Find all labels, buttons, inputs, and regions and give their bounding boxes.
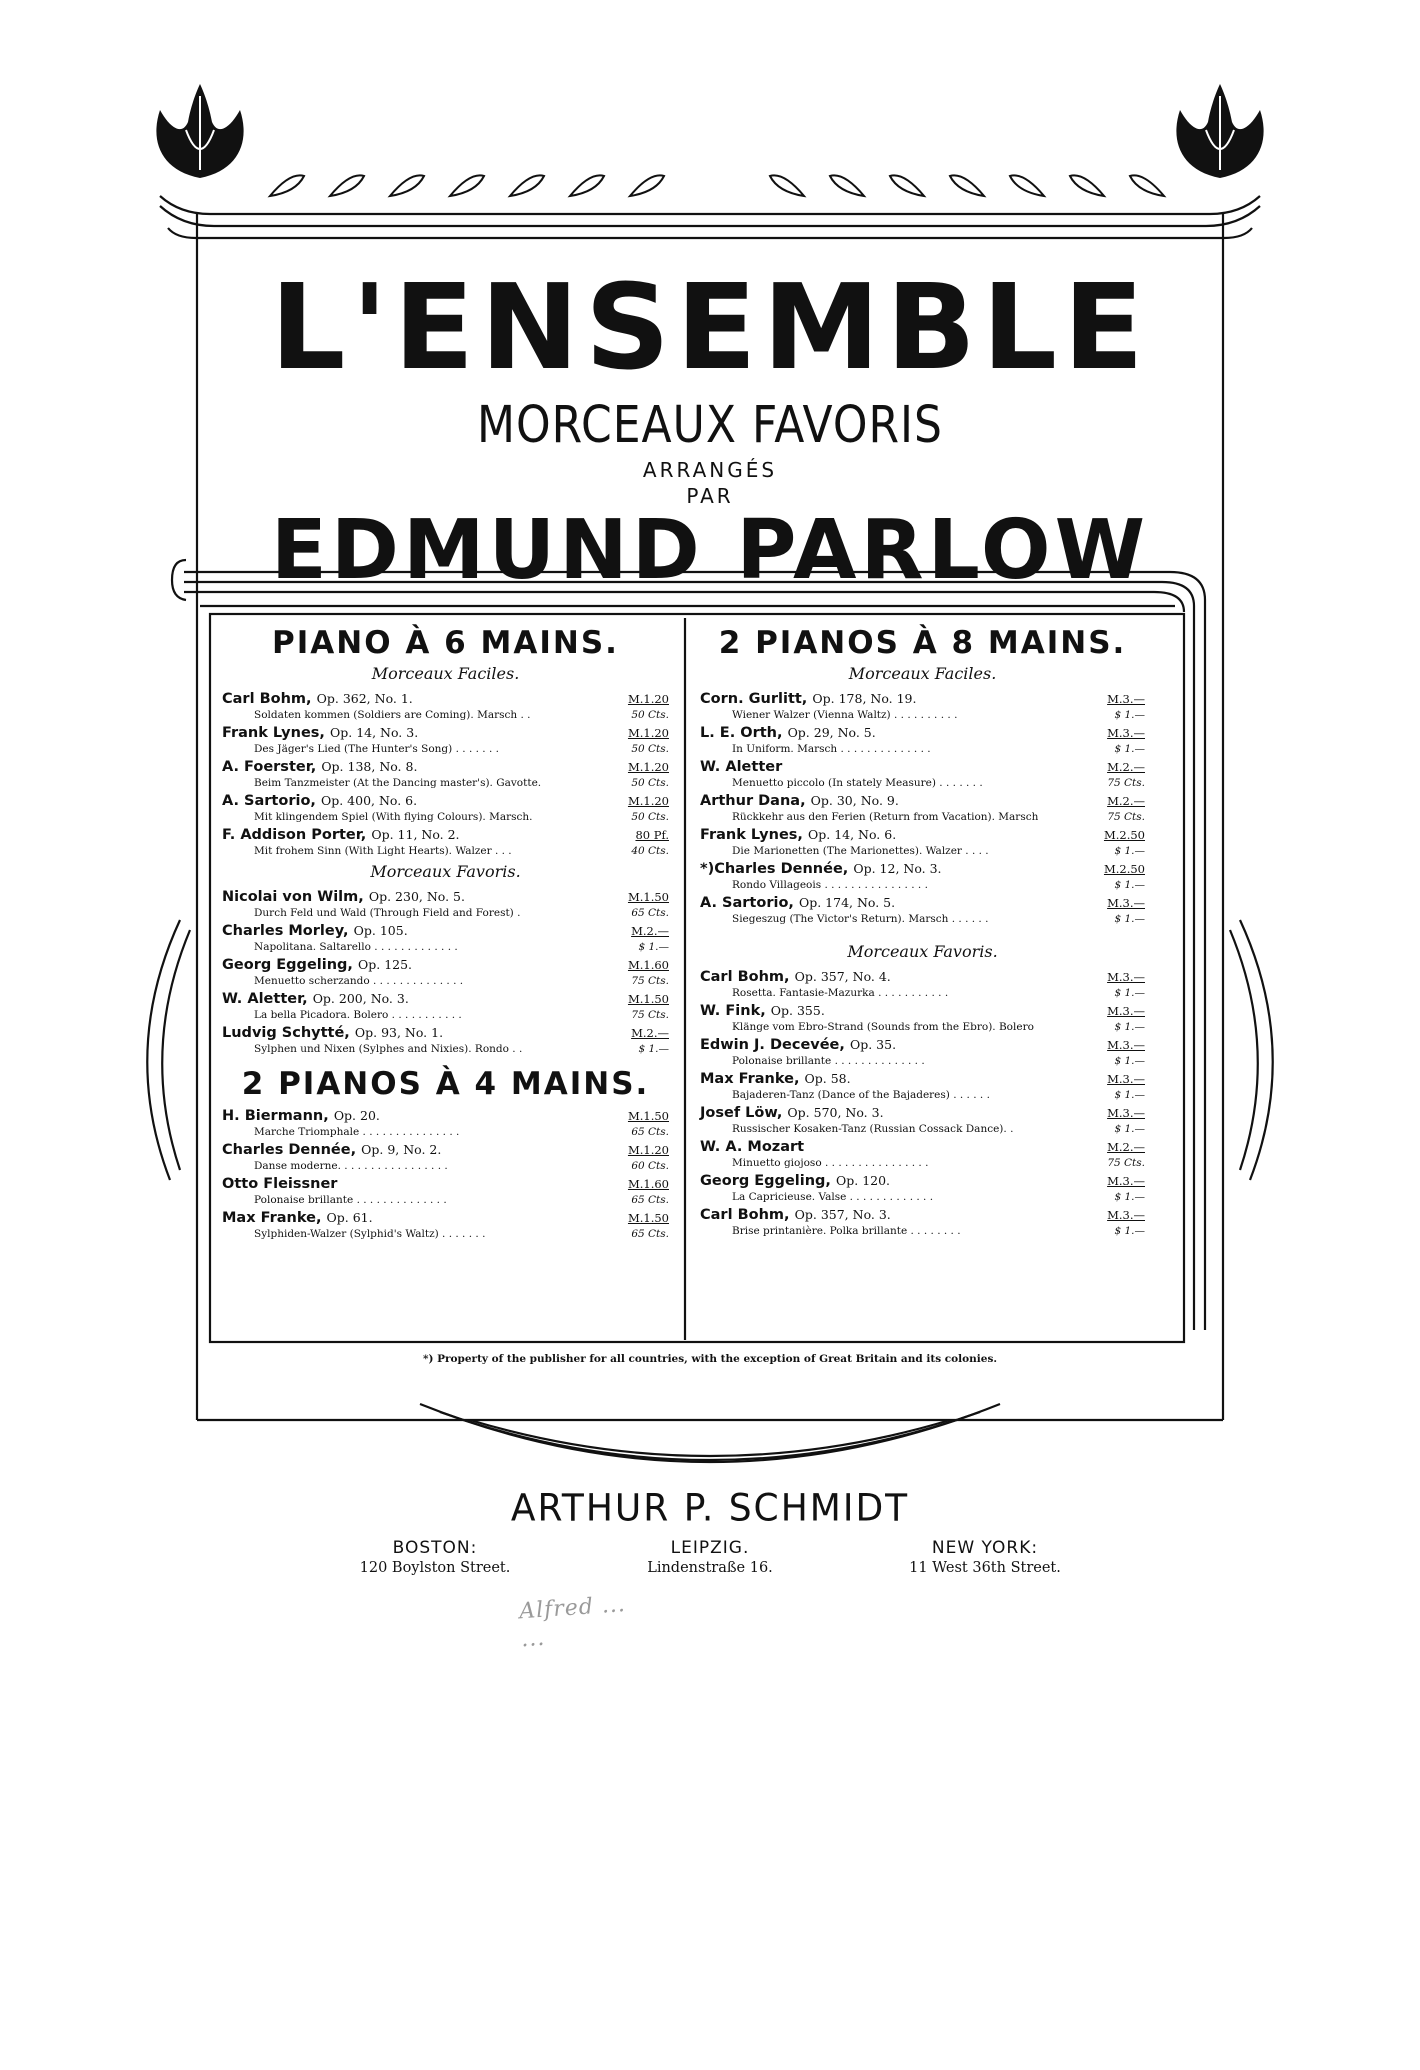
entry-line — [700, 893, 1145, 912]
price-marks: M.1.50 — [627, 890, 669, 904]
stamp-line: ... — [520, 1625, 547, 1653]
price-marks: M.2.— — [1107, 794, 1145, 808]
price-dollars: 50 Cts. — [631, 811, 669, 823]
composer-name: Frank Lynes, — [222, 725, 325, 741]
composer-line — [700, 1035, 896, 1055]
catalog-entry — [222, 989, 669, 1023]
piece-description: Wiener Walzer (Vienna Waltz) . . . . . . . . . . — [732, 709, 958, 721]
city-new-york: NEW YORK: — [931, 1538, 1039, 1558]
composer-name: Carl Bohm, — [700, 969, 790, 985]
composer-name: Max Franke, — [222, 1210, 322, 1226]
composer-line — [222, 689, 413, 709]
opus-number: Op. 61. — [326, 1210, 373, 1225]
entry-line — [222, 757, 669, 776]
city-leipzig: LEIPZIG. — [670, 1538, 750, 1558]
catalog-entry — [222, 757, 669, 791]
price-dollars: $ 1.— — [638, 941, 669, 953]
price-dollars: $ 1.— — [1114, 845, 1145, 857]
price-marks: M.1.50 — [627, 1109, 669, 1123]
entry-line — [700, 1171, 1145, 1190]
opus-number: Op. 230, No. 5. — [368, 889, 465, 904]
entry-line — [700, 844, 1145, 859]
entry-line — [222, 776, 669, 791]
group — [222, 1106, 669, 1242]
by-label: PAR — [686, 484, 734, 508]
group — [222, 863, 669, 1057]
piece-description: Des Jäger's Lied (The Hunter's Song) . . . . . . . — [254, 743, 499, 755]
price-marks: M.1.60 — [627, 958, 669, 972]
composer-line — [700, 1103, 884, 1123]
price-marks: M.3.— — [1107, 1038, 1145, 1052]
entry-line — [222, 921, 669, 940]
composer-line — [700, 1205, 891, 1225]
entry-line — [222, 1193, 669, 1208]
publisher-name: ARTHUR P. SCHMIDT — [510, 1486, 910, 1531]
opus-number: Op. 125. — [358, 957, 413, 972]
composer-line — [222, 1023, 443, 1043]
piece-description: Siegeszug (The Victor's Return). Marsch . . . . . . — [732, 913, 989, 925]
arranged-label: ARRANGÉS — [642, 458, 778, 482]
piece-description: Mit klingendem Spiel (With flying Colours). Marsch. — [254, 811, 533, 823]
price-dollars: $ 1.— — [1114, 987, 1145, 999]
opus-number: Op. 12, No. 3. — [853, 861, 942, 876]
catalog-entry — [700, 967, 1145, 1001]
entry-line — [222, 955, 669, 974]
entry-line — [700, 1137, 1145, 1156]
price-dollars: $ 1.— — [1114, 1021, 1145, 1033]
price-dollars: 75 Cts. — [631, 975, 669, 987]
entry-line — [700, 708, 1145, 723]
opus-number: Op. 200, No. 3. — [312, 991, 409, 1006]
entry-line — [700, 986, 1145, 1001]
price-dollars: $ 1.— — [1114, 1191, 1145, 1203]
entry-line — [222, 1159, 669, 1174]
composer-name: Nicolai von Wilm, — [222, 889, 364, 905]
composer-name: Frank Lynes, — [700, 827, 803, 843]
piece-description: Polonaise brillante . . . . . . . . . . . . . . — [732, 1055, 925, 1067]
catalog-entry — [700, 1001, 1145, 1035]
composer-line — [700, 1137, 804, 1157]
entry-line — [700, 1020, 1145, 1035]
piece-description: Brise printanière. Polka brillante . . . . . . . . — [732, 1225, 961, 1237]
composer-line — [222, 955, 412, 975]
composer-line — [222, 1208, 373, 1228]
composer-line — [700, 1171, 890, 1191]
composer-name: Georg Eggeling, — [222, 957, 353, 973]
piece-description: Soldaten kommen (Soldiers are Coming). Marsch . . — [254, 709, 531, 721]
entry-line — [222, 974, 669, 989]
composer-name: W. Fink, — [700, 1003, 766, 1019]
section-title: PIANO À 6 MAINS. — [272, 625, 619, 661]
catalog-entry — [700, 893, 1145, 927]
composer-name: L. E. Orth, — [700, 725, 783, 741]
piece-description: Bajaderen-Tanz (Dance of the Bajaderes) . . . . . . — [732, 1089, 990, 1101]
address-boston: 120 Boylston Street. — [359, 1560, 511, 1576]
composer-line — [700, 757, 782, 777]
entry-line — [700, 1054, 1145, 1069]
entry-line — [222, 887, 669, 906]
entry-line — [222, 1125, 669, 1140]
entry-line — [700, 1001, 1145, 1020]
catalog-entry — [700, 1069, 1145, 1103]
entry-line — [700, 776, 1145, 791]
group-heading: Morceaux Faciles. — [371, 664, 520, 683]
opus-number: Op. 362, No. 1. — [316, 691, 413, 706]
title: L'ENSEMBLE — [270, 258, 1150, 396]
price-dollars: $ 1.— — [1114, 743, 1145, 755]
opus-number: Op. 357, No. 3. — [794, 1207, 891, 1222]
opus-number: Op. 357, No. 4. — [794, 969, 891, 984]
composer-name: W. Aletter, — [222, 991, 308, 1007]
entry-line — [222, 906, 669, 921]
catalog-entry — [700, 723, 1145, 757]
price-marks: M.1.20 — [627, 692, 669, 706]
composer-name: Ludvig Schytté, — [222, 1025, 350, 1041]
catalog-entry — [700, 1171, 1145, 1205]
catalog-entry — [700, 757, 1145, 791]
price-dollars: 75 Cts. — [1107, 811, 1145, 823]
entry-line — [700, 1190, 1145, 1205]
piece-description: Durch Feld und Wald (Through Field and Forest) . — [254, 907, 521, 919]
price-marks: 80 Pf. — [635, 828, 669, 842]
opus-number: Op. 29, No. 5. — [787, 725, 876, 740]
composer-name: W. A. Mozart — [700, 1139, 805, 1155]
entry-line — [222, 1023, 669, 1042]
price-dollars: 65 Cts. — [631, 1228, 669, 1240]
entry-line — [700, 1035, 1145, 1054]
entry-line — [700, 878, 1145, 893]
price-marks: M.1.20 — [627, 760, 669, 774]
catalog-entry — [700, 1103, 1145, 1137]
entry-line — [700, 825, 1145, 844]
composer-line — [700, 825, 896, 845]
price-dollars: $ 1.— — [638, 1043, 669, 1055]
opus-number: Op. 120. — [836, 1173, 891, 1188]
price-marks: M.3.— — [1107, 1208, 1145, 1222]
piece-description: Menuetto scherzando . . . . . . . . . . . . . . — [254, 975, 464, 987]
price-marks: M.1.50 — [627, 992, 669, 1006]
composer-name: Charles Morley, — [222, 923, 349, 939]
composer-line — [222, 887, 465, 907]
price-marks: M.1.50 — [627, 1211, 669, 1225]
composer-name: Edwin J. Decevée, — [700, 1037, 845, 1053]
catalog-entry — [222, 1174, 669, 1208]
section-title: 2 PIANOS À 8 MAINS. — [718, 625, 1127, 661]
composer-line — [222, 723, 418, 743]
section-title: 2 PIANOS À 4 MAINS. — [241, 1066, 650, 1102]
entry-line — [222, 742, 669, 757]
catalog-entry — [222, 825, 669, 859]
piece-description: Menuetto piccolo (In stately Measure) . . . . . . . — [732, 777, 983, 789]
price-dollars: 75 Cts. — [1107, 1157, 1145, 1169]
entry-line — [700, 689, 1145, 708]
opus-number: Op. 14, No. 3. — [330, 725, 419, 740]
catalog-entry — [222, 887, 669, 921]
composer-name: A. Sartorio, — [222, 793, 316, 809]
piece-description: Russischer Kosaken-Tanz (Russian Cossack Dance). . — [732, 1123, 1014, 1135]
composer-name: Corn. Gurlitt, — [700, 691, 808, 707]
price-dollars: 75 Cts. — [1107, 777, 1145, 789]
price-dollars: $ 1.— — [1114, 913, 1145, 925]
composer-name: Georg Eggeling, — [700, 1173, 831, 1189]
entry-line — [222, 1227, 669, 1242]
composer-line — [700, 791, 899, 811]
entry-line — [700, 1088, 1145, 1103]
price-marks: M.1.20 — [627, 726, 669, 740]
piece-description: In Uniform. Marsch . . . . . . . . . . . . . . — [732, 743, 931, 755]
price-marks: M.2.50 — [1103, 862, 1145, 876]
catalog-entry — [222, 723, 669, 757]
composer-name: Charles Dennée, — [222, 1142, 357, 1158]
opus-number: Op. 9, No. 2. — [361, 1142, 442, 1157]
price-dollars: 50 Cts. — [631, 743, 669, 755]
entry-line — [700, 859, 1145, 878]
stamp-line: Alfred ... — [518, 1591, 627, 1625]
opus-number: Op. 138, No. 8. — [321, 759, 418, 774]
price-dollars: 50 Cts. — [631, 709, 669, 721]
catalog-entry — [222, 921, 669, 955]
composer-name: F. Addison Porter, — [222, 827, 367, 843]
price-marks: M.2.— — [1107, 760, 1145, 774]
city-boston: BOSTON: — [392, 1538, 478, 1558]
entry-line — [700, 1069, 1145, 1088]
piece-description: Rückkehr aus den Ferien (Return from Vacation). Marsch — [732, 811, 1039, 823]
composer-line — [700, 893, 895, 913]
composer-line — [222, 791, 417, 811]
opus-number: Op. 58. — [804, 1071, 851, 1086]
price-dollars: $ 1.— — [1114, 1225, 1145, 1237]
price-marks: M.2.— — [631, 1026, 669, 1040]
piece-description: Sylphiden-Walzer (Sylphid's Waltz) . . . . . . . — [254, 1228, 486, 1240]
piece-description: La Capricieuse. Valse . . . . . . . . . . . . . — [732, 1191, 934, 1203]
composer-name: A. Foerster, — [222, 759, 317, 775]
piece-description: Minuetto giojoso . . . . . . . . . . . . . . . . — [732, 1157, 929, 1169]
address-leipzig: Lindenstraße 16. — [647, 1560, 773, 1576]
composer-name: Max Franke, — [700, 1071, 800, 1087]
catalog-entry — [222, 1023, 669, 1057]
composer-name: H. Biermann, — [222, 1108, 329, 1124]
price-dollars: $ 1.— — [1114, 1123, 1145, 1135]
opus-number: Op. 400, No. 6. — [320, 793, 418, 808]
entry-line — [700, 757, 1145, 776]
price-marks: M.3.— — [1107, 1106, 1145, 1120]
price-marks: M.2.— — [631, 924, 669, 938]
entry-line — [222, 723, 669, 742]
catalog-entry — [222, 1140, 669, 1174]
entry-line — [700, 791, 1145, 810]
composer-name: Carl Bohm, — [222, 691, 312, 707]
arranger-name: EDMUND PARLOW — [270, 503, 1150, 598]
price-marks: M.1.20 — [627, 794, 669, 808]
entry-line — [700, 723, 1145, 742]
library-stamp — [518, 1582, 761, 1655]
composer-line — [222, 757, 417, 777]
composer-name: W. Aletter — [700, 759, 783, 775]
opus-number: Op. 355. — [770, 1003, 825, 1018]
group-heading: Morceaux Favoris. — [370, 862, 521, 881]
entry-line — [222, 1174, 669, 1193]
group-heading: Morceaux Favoris. — [847, 942, 998, 961]
entry-line — [222, 810, 669, 825]
piece-description: La bella Picadora. Bolero . . . . . . . . . . . — [254, 1009, 462, 1021]
composer-line — [700, 689, 916, 709]
catalog-entry — [222, 791, 669, 825]
entry-line — [700, 1205, 1145, 1224]
opus-number: Op. 570, No. 3. — [787, 1105, 884, 1120]
price-marks: M.3.— — [1107, 970, 1145, 984]
price-dollars: 65 Cts. — [631, 907, 669, 919]
composer-line — [222, 825, 460, 845]
entry-line — [700, 742, 1145, 757]
entry-line — [222, 791, 669, 810]
entry-line — [700, 1103, 1145, 1122]
price-dollars: 50 Cts. — [631, 777, 669, 789]
composer-line — [700, 859, 942, 879]
price-dollars: 75 Cts. — [631, 1009, 669, 1021]
composer-line — [222, 1106, 380, 1126]
composer-name: Carl Bohm, — [700, 1207, 790, 1223]
price-marks: M.2.50 — [1103, 828, 1145, 842]
composer-line — [222, 1140, 441, 1160]
subtitle: MORCEAUX FAVORIS — [477, 396, 943, 455]
catalog-entry — [700, 1137, 1145, 1171]
piece-description: Napolitana. Saltarello . . . . . . . . . . . . . — [254, 941, 458, 953]
composer-name: A. Sartorio, — [700, 895, 794, 911]
price-marks: M.3.— — [1107, 896, 1145, 910]
entry-line — [222, 940, 669, 955]
catalog-entry — [700, 689, 1145, 723]
piece-description: Die Marionetten (The Marionettes). Walzer . . . . — [732, 845, 989, 857]
price-marks: M.3.— — [1107, 692, 1145, 706]
piece-description: Beim Tanzmeister (At the Dancing master's). Gavotte. — [254, 777, 542, 789]
piece-description: Rondo Villageois . . . . . . . . . . . . . . . . — [732, 879, 928, 891]
composer-line — [700, 1069, 851, 1089]
price-marks: M.3.— — [1107, 1004, 1145, 1018]
price-marks: M.3.— — [1107, 1174, 1145, 1188]
entry-line — [222, 1042, 669, 1057]
composer-line — [700, 1001, 825, 1021]
price-marks: M.1.60 — [627, 1177, 669, 1191]
entry-line — [222, 825, 669, 844]
piece-description: Klänge vom Ebro-Strand (Sounds from the Ebro). Bolero — [732, 1021, 1034, 1033]
group — [700, 665, 1145, 927]
price-dollars: $ 1.— — [1114, 1055, 1145, 1067]
composer-name: Otto Fleissner — [222, 1176, 338, 1192]
entry-line — [700, 1224, 1145, 1239]
entry-line — [222, 1140, 669, 1159]
opus-number: Op. 20. — [333, 1108, 380, 1123]
price-dollars: $ 1.— — [1114, 709, 1145, 721]
group — [700, 943, 1145, 1239]
price-dollars: 40 Cts. — [631, 845, 669, 857]
opus-number: Op. 14, No. 6. — [808, 827, 897, 842]
price-dollars: $ 1.— — [1114, 879, 1145, 891]
composer-line — [222, 921, 408, 941]
opus-number: Op. 105. — [353, 923, 408, 938]
entry-line — [222, 1008, 669, 1023]
opus-number: Op. 93, No. 1. — [354, 1025, 444, 1040]
footnote: *) Property of the publisher for all countries, with the exception of Great Britain and its colonies. — [422, 1353, 998, 1365]
right-column — [700, 625, 1145, 1239]
composer-line — [222, 1174, 337, 1194]
entry-line — [222, 689, 669, 708]
entry-line — [222, 844, 669, 859]
piece-description: Rosetta. Fantasie-Mazurka . . . . . . . . . . . — [732, 987, 949, 999]
price-dollars: 65 Cts. — [631, 1126, 669, 1138]
entry-line — [222, 1208, 669, 1227]
price-dollars: 60 Cts. — [631, 1160, 669, 1172]
catalog-entry — [700, 1035, 1145, 1069]
address-new-york: 11 West 36th Street. — [909, 1560, 1061, 1576]
entry-line — [700, 1122, 1145, 1137]
group — [222, 665, 669, 859]
opus-number: Op. 11, No. 2. — [371, 827, 460, 842]
opus-number: Op. 35. — [849, 1037, 897, 1052]
opus-number: Op. 30, No. 9. — [810, 793, 899, 808]
composer-line — [700, 723, 876, 743]
opus-number: Op. 178, No. 19. — [812, 691, 917, 706]
catalog-entry — [700, 825, 1145, 859]
catalog-entry — [222, 1106, 669, 1140]
entry-line — [700, 1156, 1145, 1171]
entry-line — [222, 708, 669, 723]
price-dollars: 65 Cts. — [631, 1194, 669, 1206]
piece-description: Polonaise brillante . . . . . . . . . . . . . . — [254, 1194, 447, 1206]
piece-description: Mit frohem Sinn (With Light Hearts). Walzer . . . — [254, 845, 512, 857]
price-marks: M.3.— — [1107, 1072, 1145, 1086]
catalog-entry — [222, 955, 669, 989]
left-column — [222, 625, 669, 1242]
piece-description: Sylphen und Nixen (Sylphes and Nixies). Rondo . . — [254, 1043, 523, 1055]
entry-line — [222, 1106, 669, 1125]
price-marks: M.2.— — [1107, 1140, 1145, 1154]
composer-line — [222, 989, 409, 1009]
entry-line — [222, 989, 669, 1008]
composer-name: Arthur Dana, — [700, 793, 806, 809]
catalog-entry — [222, 1208, 669, 1242]
catalog-entry — [700, 859, 1145, 893]
composer-line — [700, 967, 891, 987]
piece-description: Marche Triomphale . . . . . . . . . . . . . . . — [254, 1126, 460, 1138]
composer-name: Josef Löw, — [700, 1105, 783, 1121]
group-heading: Morceaux Faciles. — [848, 664, 997, 683]
entry-line — [700, 967, 1145, 986]
entry-line — [700, 912, 1145, 927]
piece-description: Danse moderne. . . . . . . . . . . . . . . . . — [254, 1160, 448, 1172]
price-marks: M.3.— — [1107, 726, 1145, 740]
opus-number: Op. 174, No. 5. — [798, 895, 896, 910]
catalog-entry — [222, 689, 669, 723]
composer-name: *)Charles Dennée, — [700, 861, 849, 877]
catalog-entry — [700, 791, 1145, 825]
catalog-entry — [700, 1205, 1145, 1239]
price-marks: M.1.20 — [627, 1143, 669, 1157]
entry-line — [700, 810, 1145, 825]
price-dollars: $ 1.— — [1114, 1089, 1145, 1101]
